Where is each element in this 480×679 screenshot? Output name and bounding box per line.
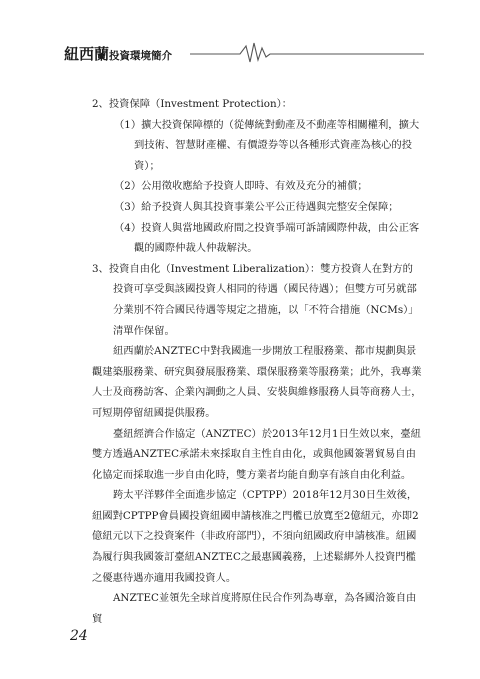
running-header	[64, 40, 424, 64]
item-investment-protection: 2、投資保障（Investment Protection）：	[92, 98, 293, 110]
subitem-3: （3）給予投資人與其投資事業公平公正待遇與完整安全保障；	[114, 200, 399, 213]
paragraph-indigenous-cooperation: ANZTEC並領先全球首度將原住民合作列為專章，為各國洽簽自由貿	[92, 592, 417, 625]
subitem-4: （4）投資人與當地國政府間之投資爭端可訴請國際仲裁，由公正客觀的國際仲裁人仲裁解決。	[114, 221, 420, 255]
paragraph-anztec-effective: 臺紐經濟合作協定（ANZTEC）於2013年12月1日生效以來，臺紐雙方透過ANZTEC承諾未來採取自主性自由化，或與他國簽署貿易自由化協定而採取進一步自由化時，雙方業者均能自動享有該自由化利益。	[92, 427, 421, 481]
subitem-2: （2）公用徵收應給予投資人即時、有效及充分的補償；	[114, 180, 368, 193]
page-number: 24	[70, 628, 88, 644]
paragraph-cptpp: 跨太平洋夥伴全面進步協定（CPTPP）2018年12月30日生效後，紐國對CPTPP會員國投資紐國申請核准之門檻已放寬至2億紐元，亦即2億紐元以下之投資案件（非政府部門），不須向紐國政府申請核准。紐國為履行與我國簽訂臺紐ANZTEC之最惠國義務，上述鬆綁外人投資門檻之優惠待遇亦適用我國投資人。	[92, 489, 419, 584]
header-title-main: 紐西蘭	[64, 45, 110, 63]
page-body	[92, 94, 422, 629]
header-title-sub: 投資環境簡介	[109, 50, 173, 62]
subitem-1: （1）擴大投資保障標的（從傳統對動產及不動產等相關權利，擴大到技術、智慧財產權、有價證券等以各種形式資產為核心的投資）；	[114, 118, 420, 172]
item-investment-liberalization: 3、投資自由化（Investment Liberalization）：雙方投資人在對方的投資可享受與該國投資人相同的待遇（國民待遇）；但雙方可另就部分業別不符合國民待遇等規定之措施，以「不符合措施（NCMs）」清單作保留。	[92, 262, 419, 337]
paragraph-services-opening: 紐西蘭於ANZTEC中對我國進一步開放工程服務業、都市規劃與景觀建築服務業、研究與發展服務業、環保服務業等服務業；此外，我專業人士及商務訪客、企業內調動之人員、安裝與維修服務人員等商務人士，可短期停留紐國提供服務。	[92, 345, 422, 419]
header-title	[64, 43, 172, 64]
